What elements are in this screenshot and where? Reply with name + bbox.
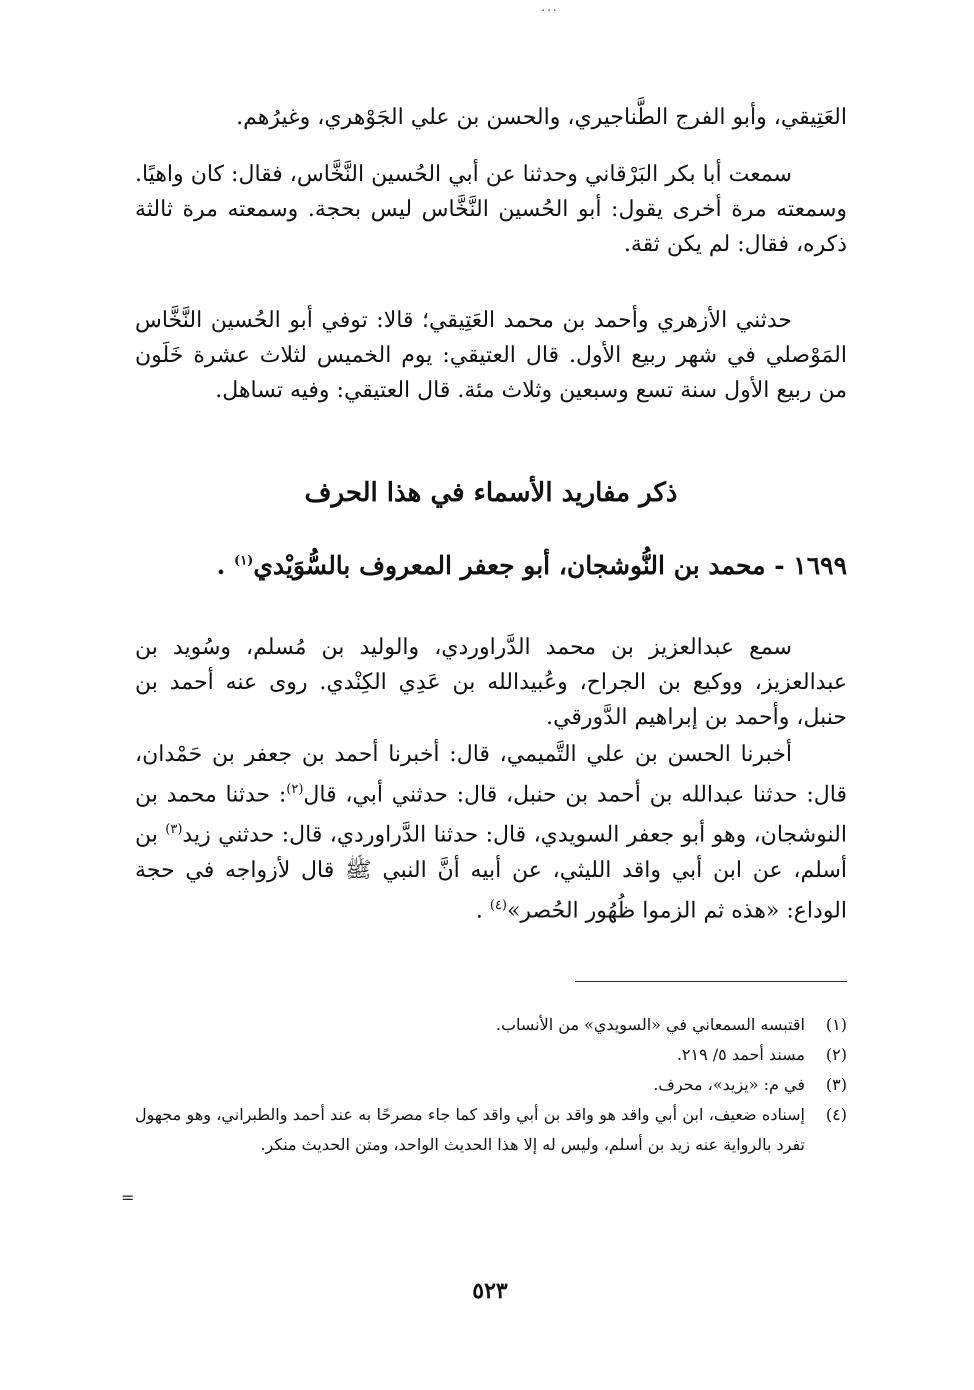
footnote-text: إسناده ضعيف، ابن أبي واقد هو واقد بن أبي واقد كما جاء مصرحًا به عند أحمد والطبراني، وهو مجهول تفرد بالرواية عنه زيد بن أسلم، وليس له إلا هذا الحديث الواحد، ومتن الحديث منكر.	[135, 1105, 805, 1154]
footnote-number: (١)	[825, 1015, 847, 1034]
hadith-text-a: أخبرنا الحسن بن علي التَّميمي، قال: أخبرنا أحمد بن جعفر بن حَمْدان، قال: حدثنا عبدالله بن أحمد بن حنبل، قال: حدثني أبي، قال	[135, 742, 847, 808]
footnote-text: اقتبسه السمعاني في «السويدي» من الأنساب.	[495, 1015, 805, 1034]
footnote-item	[135, 1070, 847, 1100]
footnotes	[135, 1010, 847, 1160]
entry-title-text: ١٦٩٩ - محمد بن النُّوشجان، أبو جعفر المعروف بالسُّوَيْدي	[253, 551, 847, 580]
paragraph-text: العَتِيقي، وأبو الفرج الطَّناجيري، والحسن بن علي الجَوْهري، وغيرُهم.	[236, 105, 847, 130]
footnote-item	[135, 1010, 847, 1040]
hadith-text-end: .	[475, 897, 483, 923]
footnote-item	[135, 1040, 847, 1070]
paragraph-continuation	[135, 100, 847, 135]
paragraph-barqani	[135, 157, 847, 262]
footnote-ref-1[interactable]: (١)	[234, 553, 254, 569]
continuation-mark: =	[121, 1188, 135, 1207]
footnote-number: (٣)	[825, 1075, 847, 1094]
footnote-item	[135, 1100, 847, 1160]
footnote-number: (٤)	[825, 1105, 847, 1124]
entry-title-end: .	[216, 551, 226, 580]
footnote-number: (٢)	[825, 1045, 847, 1064]
section-heading: ذكر مفاريد الأسماء في هذا الحرف	[304, 478, 678, 508]
paragraph-text: سمع عبدالعزيز بن محمد الدَّراوردي، والوليد بن مُسلم، وسُويد بن عبدالعزيز، ووكيع بن الجراح، وعُبيدالله بن عَدِي الكِنْدي. روى عنه أحمد بن حنبل، وأحمد بن إبراهيم الدَّورقي.	[135, 635, 847, 730]
page-number: ٥٢٣	[472, 1278, 508, 1304]
entry-title	[135, 551, 847, 580]
paragraph-text: حدثني الأزهري وأحمد بن محمد العَتِيقي؛ قالا: توفي أبو الحُسين النَّخَّاس المَوْصلي في شهر ربيع الأول. قال العتيقي: يوم الخميس لثلاث عشرة خَلَون من ربيع الأول سنة تسع وسبعين وثلاث مئة. قال العتيقي: وفيه تساهل.	[135, 308, 847, 403]
footnote-divider	[575, 981, 847, 982]
hadith-text-b: : حدثنا محمد بن النوشجان، وهو أبو جعفر السويدي، قال: حدثنا الدَّراوردي، قال: حدثني زيد	[135, 782, 847, 848]
footnote-text: في م: «يزيد»، محرف.	[653, 1075, 805, 1094]
paragraph-text: سمعت أبا بكر البَرْقاني وحدثنا عن أبي الحُسين النَّخَّاس، فقال: كان واهيًا. وسمعته مرة أخرى يقول: أبو الحُسين النَّخَّاس ليس بحجة. وسمعته مرة ثالثة ذكره، فقال: لم يكن ثقة.	[135, 162, 848, 257]
footnote-text: مسند أحمد ٥/ ٢١٩.	[676, 1045, 805, 1064]
paragraph-text	[135, 737, 847, 928]
footnote-ref-2[interactable]: (٢)	[286, 782, 304, 797]
footnote-ref-3[interactable]: (٣)	[165, 822, 183, 838]
top-ornament: ...	[541, 0, 559, 14]
paragraph-teachers	[135, 630, 847, 735]
paragraph-hadith	[135, 737, 847, 928]
hadith-text-c: بن أسلم، عن ابن أبي واقد الليثي، عن أبيه أنَّ النبي ﷺ قال لأزواجه في حجة الوداع: «هذه ثم الزموا ظُهُور الحُصر»	[135, 822, 847, 923]
paragraph-death-date	[135, 303, 847, 408]
footnote-ref-4[interactable]: (٤)	[489, 897, 507, 913]
